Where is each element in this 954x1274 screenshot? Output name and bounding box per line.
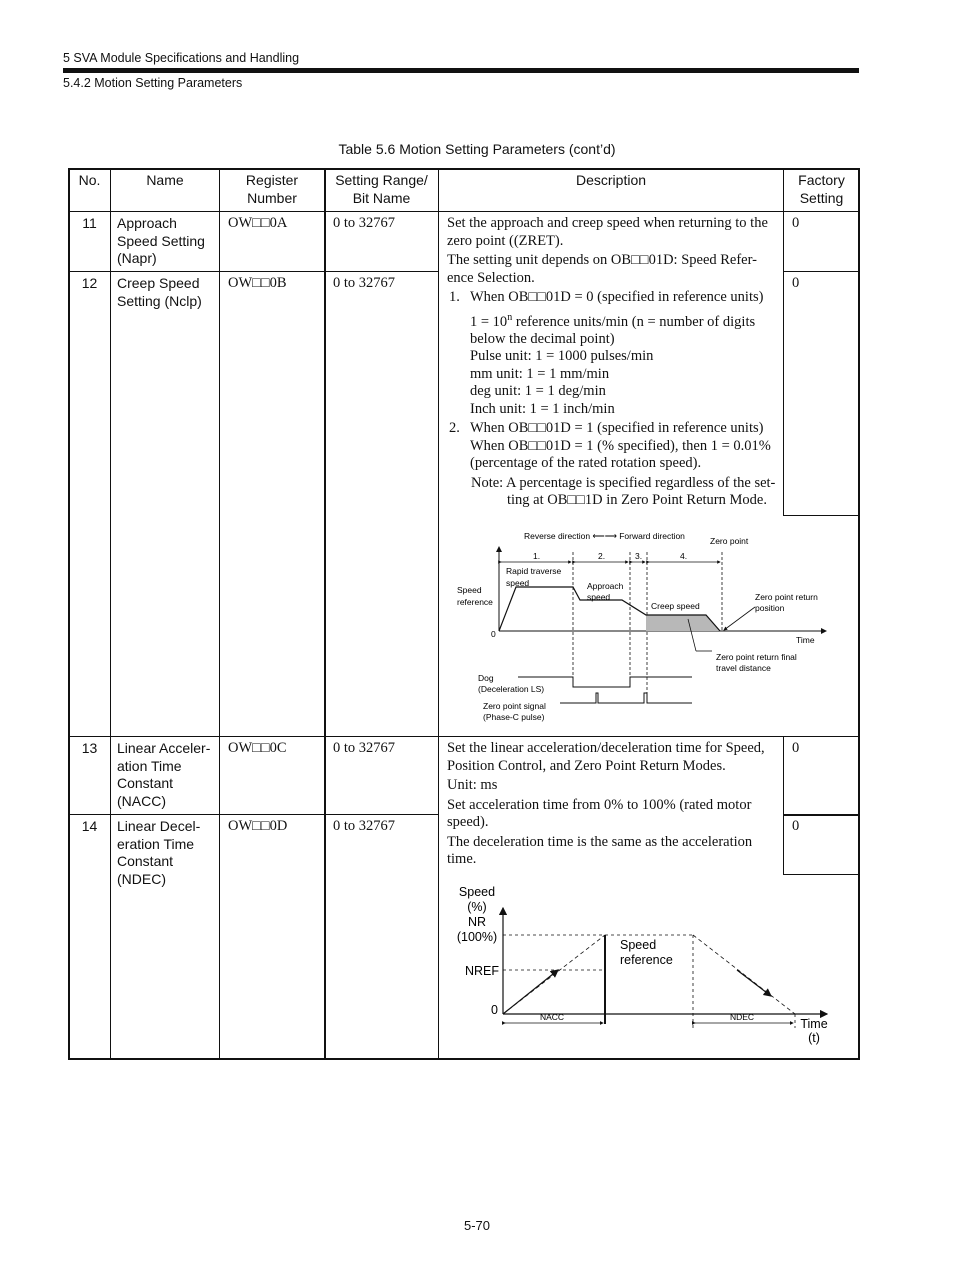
dog-label: (Deceleration LS) (478, 684, 545, 694)
row-14-name: Linear Decel- eration Time Constant (NDEC) (117, 818, 201, 887)
header-setting-range: Setting Range/ Bit Name (335, 172, 428, 206)
desc-paragraph: Set the linear acceleration/deceleration time for Speed, Position Control, and Zero Point Return Modes. (447, 740, 765, 774)
note-line: ting at OB□□1D in Zero Point Return Mode. (507, 492, 767, 509)
zpr-position-label: position (755, 603, 785, 613)
y-axis-label: (%) (467, 900, 487, 914)
creep-region (646, 615, 720, 631)
row-13-no: 13 (81, 740, 98, 756)
col-line (219, 168, 220, 1060)
chapter-header: 5 SVA Module Specifications and Handling (63, 51, 300, 65)
row-11-no: 11 (82, 215, 97, 231)
row-line (68, 814, 438, 815)
row-14-range: 0 to 32767 (333, 818, 396, 834)
row-12-factory: 0 (792, 275, 800, 291)
speed-reference-label: Speed (457, 585, 482, 595)
direction-label: Reverse direction ⟵⟶ Forward direction (524, 531, 685, 541)
formula-pre: 1 = 10 (470, 313, 508, 330)
col-line (783, 736, 784, 875)
speed-reference-label: reference (620, 953, 673, 967)
col-line (324, 168, 326, 1060)
item-title: When OB□□01D = 0 (specified in reference units) (470, 289, 764, 305)
header-name: Name (146, 172, 184, 188)
formula-sup: n (507, 311, 513, 323)
y-axis-label: (100%) (456, 930, 498, 944)
col-line (783, 168, 784, 516)
description-accel-decel (447, 740, 781, 871)
table-border-left (68, 168, 70, 1060)
row-14-no: 14 (81, 818, 98, 834)
approach-speed-label: speed (587, 592, 611, 602)
approach-speed-label: Approach (587, 581, 624, 591)
desc-line: deg unit: 1 = 1 deg/min (470, 383, 606, 400)
formula-post: reference units/min (n = number of digits below the decimal point) (470, 313, 756, 347)
desc-item-1 (447, 289, 781, 307)
table-border-top (68, 168, 860, 170)
zpr-position-label: Zero point return (755, 592, 818, 602)
phase-label: 3. (635, 551, 643, 561)
final-distance-label: travel distance (716, 663, 771, 673)
item-number: 2. (449, 420, 460, 437)
desc-line: When OB□□01D = 1 (% specified), then 1 = 0.01% (percentage of the rated rotation speed). (470, 437, 771, 472)
desc-paragraph: Set the approach and creep speed when returning to the zero point ((ZRET). (447, 215, 768, 249)
row-13-factory: 0 (792, 740, 800, 756)
row-12-no: 12 (81, 275, 98, 291)
rapid-traverse-label: Rapid traverse (506, 566, 562, 576)
row-line (783, 814, 860, 816)
zero-point-label: Zero point (710, 536, 749, 546)
desc-line: Inch unit: 1 = 1 inch/min (470, 400, 615, 417)
row-line (783, 874, 860, 875)
speed-ramp-up (503, 970, 558, 1014)
row-line (68, 211, 860, 212)
row-11-name: Approach Speed Setting (Napr) (117, 215, 205, 266)
zero-signal-label: (Phase-C pulse) (483, 712, 545, 722)
note-line: Note: A percentage is specified regardless of the set- (471, 474, 776, 491)
desc-paragraph: The deceleration time is the same as the acceleration time. (447, 833, 753, 867)
row-13-range: 0 to 32767 (333, 740, 396, 756)
row-line (68, 271, 438, 272)
speed-ramp-down (737, 970, 771, 996)
col-line (438, 168, 439, 1060)
item-title: When OB□□01D = 1 (specified in reference units) (470, 420, 764, 437)
row-line (68, 736, 860, 737)
speed-reference-label: Speed (620, 938, 657, 952)
description-approach-creep (447, 215, 781, 510)
item-number: 1. (449, 289, 460, 305)
acceleration-diagram (450, 880, 850, 1050)
table-caption: Table 5.6 Motion Setting Parameters (cont’d) (338, 141, 616, 157)
header-description: Description (575, 172, 647, 188)
row-12-name: Creep Speed Setting (Nclp) (117, 275, 202, 309)
desc-paragraph: Unit: ms (447, 777, 498, 793)
row-11-range: 0 to 32767 (333, 215, 396, 231)
header-factory-setting: Factory Setting (798, 172, 845, 206)
row-12-register: OW□□0B (228, 275, 287, 291)
row-11-factory: 0 (792, 215, 800, 231)
origin-label: 0 (491, 1003, 498, 1017)
time-label: Time (800, 1017, 828, 1031)
header-rule (63, 68, 859, 73)
time-label: (t) (808, 1031, 820, 1045)
desc-line: mm unit: 1 = 1 mm/min (470, 365, 610, 382)
dog-label: Dog (478, 673, 494, 683)
zero-point-return-diagram (450, 525, 835, 730)
row-line (783, 515, 860, 516)
nref-label: NREF (465, 964, 500, 978)
phase-label: 4. (680, 551, 688, 561)
desc-note (447, 475, 781, 510)
row-line (783, 271, 860, 272)
section-header: 5.4.2 Motion Setting Parameters (63, 76, 243, 90)
col-line (110, 168, 111, 1060)
page-number: 5-70 (463, 1218, 491, 1233)
desc-item-2 (447, 420, 781, 438)
phase-label: 2. (598, 551, 606, 561)
zpr-position-pointer (724, 607, 755, 630)
final-distance-label: Zero point return final (716, 652, 797, 662)
ndec-label: NDEC (729, 1012, 755, 1022)
phase-label: 1. (533, 551, 541, 561)
row-12-range: 0 to 32767 (333, 275, 396, 291)
creep-speed-label: Creep speed (651, 601, 700, 611)
origin-label: 0 (491, 629, 496, 639)
row-11-register: OW□□0A (228, 215, 288, 231)
row-13-name: Linear Acceler- ation Time Constant (NACC) (117, 740, 211, 809)
header-register-number: Register Number (245, 172, 299, 206)
header-no: No. (78, 172, 101, 188)
row-14-factory: 0 (792, 818, 800, 834)
desc-paragraph: Set acceleration time from 0% to 100% (rated motor speed). (447, 796, 752, 830)
desc-paragraph: The setting unit depends on OB□□01D: Speed Refer-ence Selection. (447, 252, 757, 286)
speed-reference-label: reference (457, 597, 493, 607)
zero-point-signal (560, 693, 692, 703)
y-axis-label: NR (467, 915, 487, 929)
decel-slope (693, 935, 795, 1014)
desc-formula (447, 309, 781, 349)
zero-signal-label: Zero point signal (483, 701, 546, 711)
table-border-bottom (68, 1058, 860, 1060)
nacc-label: NACC (539, 1012, 565, 1022)
time-label: Time (796, 635, 815, 645)
row-13-register: OW□□0C (228, 740, 287, 756)
y-axis-label: Speed (458, 885, 496, 899)
row-14-register: OW□□0D (228, 818, 288, 834)
rapid-traverse-label: speed (506, 578, 530, 588)
desc-line: Pulse unit: 1 = 1000 pulses/min (470, 348, 654, 365)
table-border-right (858, 168, 860, 1060)
